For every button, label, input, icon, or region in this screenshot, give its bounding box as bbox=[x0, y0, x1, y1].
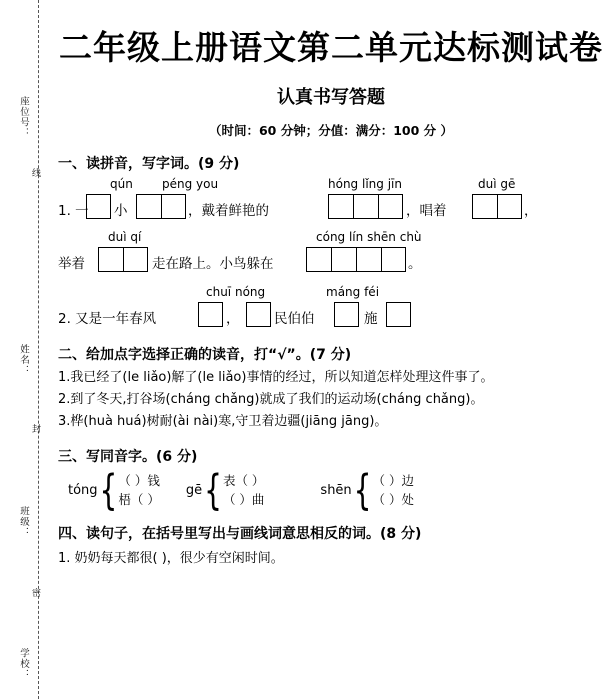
section-heading-2: 二、给加点字选择正确的读音，打“√”。(7 分) bbox=[58, 347, 352, 363]
write-boxes-fei[interactable] bbox=[386, 302, 411, 327]
pinyin-tong: tóng bbox=[68, 483, 98, 499]
left-brace-icon: { bbox=[99, 465, 118, 515]
row1-text-4: ，唱着 bbox=[406, 203, 447, 219]
question-4-1: 1. 奶奶每天都很( )，很少有空闲时间。 bbox=[58, 550, 284, 566]
row1-text-1: 1. 一 bbox=[58, 203, 89, 219]
answer-row-1 bbox=[58, 192, 616, 222]
pinyin-honglingjin: hóng lǐng jīn bbox=[328, 177, 402, 191]
pinyin-duige: duì gē bbox=[478, 177, 516, 191]
write-boxes-duiqi[interactable] bbox=[98, 247, 148, 272]
tong-line-2[interactable]: 梧（ ） bbox=[118, 491, 160, 507]
write-boxes-duige[interactable] bbox=[472, 194, 522, 219]
write-boxes-mang[interactable] bbox=[334, 302, 359, 327]
seat-number-label: 座位号： bbox=[18, 96, 29, 138]
question-2-1: 1.我已经了(le liǎo)解了(le liǎo)事情的经过，所以知道怎样处理这件事了。 bbox=[58, 370, 494, 385]
school-label: 学校： bbox=[18, 648, 29, 680]
pinyin-row-1 bbox=[58, 177, 616, 192]
left-margin-strip bbox=[0, 0, 46, 699]
row3-text-2: ， bbox=[226, 311, 240, 327]
pinyin-pengyou: péng you bbox=[162, 177, 219, 191]
section-heading-4: 四、读句子，在括号里写出与画线词意思相反的词。(8 分) bbox=[58, 525, 422, 542]
pinyin-qun: qún bbox=[110, 177, 133, 191]
answer-row-3 bbox=[58, 300, 616, 330]
pinyin-ge: gē bbox=[185, 483, 203, 499]
write-boxes-qun[interactable] bbox=[86, 194, 111, 219]
pinyin-mangfei: máng féi bbox=[326, 285, 380, 299]
row2-text-2: 走在路上。小鸟躲在 bbox=[152, 256, 274, 272]
pinyin-shen: shēn bbox=[320, 483, 352, 499]
write-boxes-chui[interactable] bbox=[198, 302, 223, 327]
name-label: 姓名： bbox=[18, 344, 29, 376]
paper-content bbox=[46, 0, 616, 699]
homophone-groups bbox=[68, 465, 616, 515]
shen-line-2[interactable]: （ ）处 bbox=[372, 491, 414, 507]
row1-text-5: ， bbox=[524, 203, 538, 219]
row3-text-4: 施 bbox=[364, 311, 378, 327]
row1-text-3: ，戴着鲜艳的 bbox=[188, 203, 269, 219]
line-mark-label: 线 bbox=[31, 168, 41, 178]
pinyin-duiqi: duì qí bbox=[108, 230, 142, 244]
write-boxes-conglinshenchu[interactable] bbox=[306, 247, 406, 272]
answer-row-2 bbox=[58, 245, 616, 275]
section-heading-3: 三、写同音字。(6 分) bbox=[58, 449, 198, 466]
seal-mark-label: 封 bbox=[31, 424, 41, 434]
section-heading-1: 一、读拼音，写字词。(9 分) bbox=[58, 156, 240, 172]
row1-text-2: 小 bbox=[114, 203, 128, 219]
secret-mark-label: 密 bbox=[31, 588, 41, 598]
page-title: 二年级上册语文第二单元达标测试卷 bbox=[59, 28, 603, 67]
pinyin-row-3 bbox=[58, 285, 616, 300]
shen-line-1[interactable]: （ ）边 bbox=[372, 473, 414, 489]
left-brace-icon: { bbox=[204, 465, 222, 515]
write-boxes-honglingjin[interactable] bbox=[328, 194, 403, 219]
ge-line-1[interactable]: 表（ ） bbox=[222, 473, 265, 489]
exam-meta: （时间：60 分钟；分值：满分：100 分 ） bbox=[208, 123, 454, 138]
page-subtitle: 认真书写答题 bbox=[277, 87, 385, 108]
write-boxes-nong[interactable] bbox=[246, 302, 271, 327]
pinyin-conglinshenchu: cóng lín shēn chù bbox=[316, 230, 422, 244]
write-boxes-pengyou[interactable] bbox=[136, 194, 186, 219]
left-brace-icon: { bbox=[353, 465, 372, 515]
row2-text-1: 举着 bbox=[58, 256, 85, 272]
ge-line-2[interactable]: （ ）曲 bbox=[222, 491, 265, 507]
tong-line-1[interactable]: （ ）钱 bbox=[118, 473, 160, 489]
homophone-group-tong bbox=[68, 465, 160, 515]
pinyin-row-2 bbox=[58, 230, 616, 245]
row3-text-3: 民伯伯 bbox=[274, 311, 315, 327]
row2-text-3: 。 bbox=[408, 256, 422, 272]
homophone-group-shen bbox=[320, 465, 414, 515]
row3-text-1: 2. 又是一年春风 bbox=[58, 311, 157, 327]
question-2-3: 3.桦(huà huá)树耐(ài nài)寒,守卫着边疆(jiāng jāng)。 bbox=[58, 414, 388, 430]
homophone-group-ge bbox=[185, 465, 265, 515]
class-label: 班级： bbox=[18, 506, 29, 538]
question-2-2: 2.到了冬天,打谷场(cháng chǎng)就成了我们的运动场(cháng chǎng)。 bbox=[58, 392, 484, 408]
pinyin-chuinong: chuī nóng bbox=[206, 285, 266, 299]
